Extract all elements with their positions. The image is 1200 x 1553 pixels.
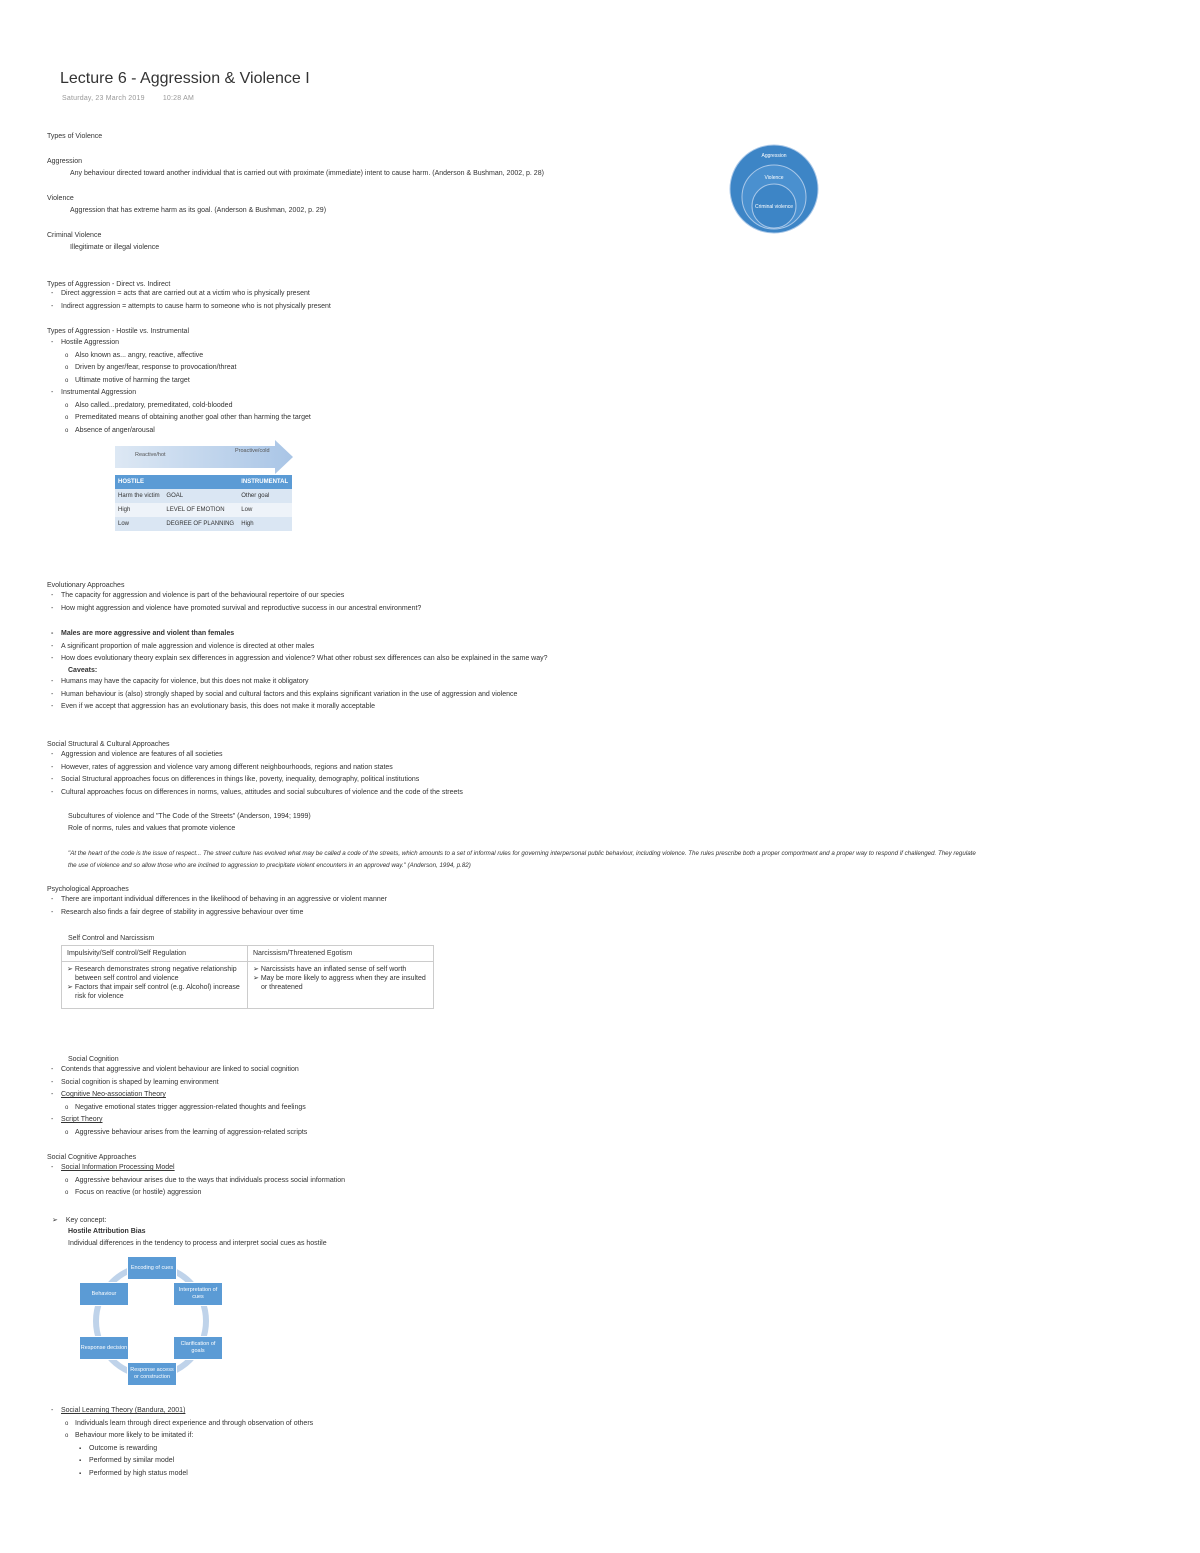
self-control-table-title: Self Control and Narcissism bbox=[68, 935, 155, 942]
hostile-attribution-bias-definition: Individual differences in the tendency to process and interpret social cues as hostile bbox=[68, 1240, 327, 1247]
date-text: Saturday, 23 March 2019 bbox=[62, 95, 145, 102]
continuum-left-label: Reactive/hot bbox=[135, 452, 166, 458]
cycle-step-behaviour: Behaviour bbox=[79, 1282, 129, 1306]
norms-line: Role of norms, rules and values that promote violence bbox=[68, 825, 236, 832]
table-bullet: ➢ May be more likely to aggress when they are insulted or threatened bbox=[253, 975, 426, 991]
table-cell: Low bbox=[115, 517, 163, 531]
caveats-list bbox=[47, 676, 517, 714]
neo-association-item: - Cognitive Neo-association Theory bbox=[47, 1089, 307, 1102]
list-item: ▪ Performed by similar model bbox=[47, 1455, 313, 1468]
list-item: o Premeditated means of obtaining another goal other than harming the target bbox=[47, 412, 311, 425]
table-header-cell: Narcissism/Threatened Egotism bbox=[248, 946, 434, 962]
list-item: o Also known as... angry, reactive, affective bbox=[47, 350, 311, 363]
social-structural-list bbox=[47, 749, 463, 799]
list-item: ▪ Performed by high status model bbox=[47, 1468, 313, 1481]
cycle-step-response-access: Response access or construction bbox=[127, 1362, 177, 1386]
list-item: o Behaviour more likely to be imitated if: bbox=[47, 1430, 313, 1443]
page-title: Lecture 6 - Aggression & Violence I bbox=[60, 70, 310, 87]
list-item: o Absence of anger/arousal bbox=[47, 425, 311, 438]
anderson-quote-line2: the use of violence and so allow those who are inclined to aggression to precipitate violent encounters in an approved way." (Anderson, 1994, p.82) bbox=[68, 862, 471, 869]
middle-circle-label: Violence bbox=[764, 175, 784, 181]
table-header-cell: INSTRUMENTAL bbox=[238, 475, 292, 489]
list-item: - However, rates of aggression and violence vary among different neighbourhoods, regions and nation states bbox=[47, 762, 463, 775]
hostile-heading: Types of Aggression - Hostile vs. Instrumental bbox=[47, 328, 190, 335]
social-learning-item: - Social Learning Theory (Bandura, 2001) bbox=[47, 1405, 313, 1418]
psychological-heading: Psychological Approaches bbox=[47, 886, 129, 893]
time-text: 10:28 AM bbox=[162, 95, 195, 102]
cycle-step-clarification: Clarification of goals bbox=[173, 1336, 223, 1360]
table-bullet-text: Research demonstrates strong negative relationship between self control and violence bbox=[74, 966, 237, 982]
types-heading: Types of Violence bbox=[47, 133, 103, 140]
table-header-cell: HOSTILE bbox=[115, 475, 163, 489]
table-cell: Other goal bbox=[238, 489, 292, 503]
social-structural-heading: Social Structural & Cultural Approaches bbox=[47, 741, 170, 748]
cycle-step-response-decision: Response decision bbox=[79, 1336, 129, 1360]
table-bullet: ➢ Narcissists have an inflated sense of self worth bbox=[253, 966, 407, 973]
criminal-label: Criminal Violence bbox=[47, 232, 102, 239]
social-cognition-list bbox=[47, 1064, 307, 1139]
list-item: - The capacity for aggression and violence is part of the behavioural repertoire of our species bbox=[47, 590, 421, 603]
table-cell: LEVEL OF EMOTION bbox=[163, 503, 238, 517]
table-cell: High bbox=[238, 517, 292, 531]
hostile-list bbox=[47, 337, 311, 437]
sip-model-item: - Social Information Processing Model bbox=[47, 1162, 345, 1175]
list-item: o Aggressive behaviour arises due to the ways that individuals process social information bbox=[47, 1175, 345, 1188]
list-item: - There are important individual differences in the likelihood of behaving in an aggressive or violent manner bbox=[47, 894, 387, 907]
list-item: - Even if we accept that aggression has an evolutionary basis, this does not make it morally acceptable bbox=[47, 701, 517, 714]
social-learning-list bbox=[47, 1405, 313, 1480]
key-concept-line: ➢ Key concept: bbox=[52, 1217, 107, 1224]
criminal-definition: Illegitimate or illegal violence bbox=[70, 244, 160, 251]
table-header-row bbox=[62, 946, 434, 962]
list-item: o Negative emotional states trigger aggression-related thoughts and feelings bbox=[47, 1102, 307, 1115]
instrumental-aggression-item: - Instrumental Aggression bbox=[47, 387, 311, 400]
direct-heading: Types of Aggression - Direct vs. Indirect bbox=[47, 281, 171, 288]
table-cell: Harm the victim bbox=[115, 489, 163, 503]
list-item: - Direct aggression = acts that are carried out at a victim who is physically present bbox=[47, 288, 331, 301]
caveats-label: Caveats: bbox=[68, 667, 98, 674]
aggression-definition: Any behaviour directed toward another individual that is carried out with proximate (immediate) intent to cause harm. (Anderson & Bushman, 2002, p. 28) bbox=[70, 170, 544, 177]
table-cell: GOAL bbox=[163, 489, 238, 503]
continuum-right-label: Proactive/cold bbox=[235, 448, 270, 454]
list-item: - Humans may have the capacity for violence, but this does not make it obligatory bbox=[47, 676, 517, 689]
table-bullet-text: May be more likely to aggress when they are insulted or threatened bbox=[260, 975, 426, 991]
hostile-instrumental-table bbox=[115, 475, 292, 531]
table-bullet-text: Factors that impair self control (e.g. Alcohol) increase risk for violence bbox=[74, 984, 240, 1000]
table-row bbox=[115, 517, 292, 531]
table-cell bbox=[248, 962, 434, 1009]
list-item: o Driven by anger/fear, response to provocation/threat bbox=[47, 362, 311, 375]
table-header-cell bbox=[163, 475, 238, 489]
list-item: - Contends that aggressive and violent behaviour are linked to social cognition bbox=[47, 1064, 307, 1077]
list-item: o Focus on reactive (or hostile) aggression bbox=[47, 1187, 345, 1200]
list-item: - Human behaviour is (also) strongly shaped by social and cultural factors and this explains significant variation in the use of aggression and violence bbox=[47, 689, 517, 702]
key-concept-label: Key concept: bbox=[65, 1217, 107, 1224]
hostile-aggression-item: - Hostile Aggression bbox=[47, 337, 311, 350]
evolutionary-list-2 bbox=[47, 628, 548, 666]
list-item: - How does evolutionary theory explain sex differences in aggression and violence? What other robust sex differences can also be explained in the same way? bbox=[47, 653, 548, 666]
page-date bbox=[62, 95, 194, 102]
list-item: o Ultimate motive of harming the target bbox=[47, 375, 311, 388]
list-item: ▪ Outcome is rewarding bbox=[47, 1443, 313, 1456]
script-theory-item: - Script Theory bbox=[47, 1114, 307, 1127]
list-item: - Cultural approaches focus on differences in norms, values, attitudes and social subcultures of violence and the code of the streets bbox=[47, 787, 463, 800]
list-item: - How might aggression and violence have promoted survival and reproductive success in our ancestral environment? bbox=[47, 603, 421, 616]
table-bullet: ➢ Research demonstrates strong negative relationship between self control and violence bbox=[67, 966, 237, 982]
subcultures-line: Subcultures of violence and "The Code of the Streets" (Anderson, 1994; 1999) bbox=[68, 813, 311, 820]
violence-definition: Aggression that has extreme harm as its goal. (Anderson & Bushman, 2002, p. 29) bbox=[70, 207, 327, 214]
psychological-list bbox=[47, 894, 387, 919]
hostile-attribution-bias-label: Hostile Attribution Bias bbox=[68, 1228, 146, 1235]
table-cell bbox=[62, 962, 248, 1009]
table-cell: Low bbox=[238, 503, 292, 517]
list-item: - Research also finds a fair degree of stability in aggressive behaviour over time bbox=[47, 907, 387, 920]
list-item: o Also called...predatory, premeditated, cold-blooded bbox=[47, 400, 311, 413]
violence-label: Violence bbox=[47, 195, 74, 202]
cycle-step-interpretation: Interpretation of cues bbox=[173, 1282, 223, 1306]
table-header-row bbox=[115, 475, 292, 489]
cycle-step-encoding: Encoding of cues bbox=[127, 1256, 177, 1280]
social-cognitive-heading: Social Cognitive Approaches bbox=[47, 1154, 137, 1161]
table-header-cell: Impulsivity/Self control/Self Regulation bbox=[62, 946, 248, 962]
aggression-label: Aggression bbox=[47, 158, 83, 165]
list-item: o Individuals learn through direct experience and through observation of others bbox=[47, 1418, 313, 1431]
table-cell: High bbox=[115, 503, 163, 517]
table-cell: DEGREE OF PLANNING bbox=[163, 517, 238, 531]
table-row bbox=[115, 503, 292, 517]
social-cognition-heading: Social Cognition bbox=[68, 1056, 119, 1063]
list-item: - Aggression and violence are features of all societies bbox=[47, 749, 463, 762]
social-cognitive-list bbox=[47, 1162, 345, 1200]
direct-list bbox=[47, 288, 331, 313]
list-item: - A significant proportion of male aggression and violence is directed at other males bbox=[47, 641, 548, 654]
evolutionary-heading: Evolutionary Approaches bbox=[47, 582, 125, 589]
list-item: - Indirect aggression = attempts to cause harm to someone who is not physically present bbox=[47, 301, 331, 314]
list-item: - Social cognition is shaped by learning environment bbox=[47, 1077, 307, 1090]
list-item: o Aggressive behaviour arises from the learning of aggression-related scripts bbox=[47, 1127, 307, 1140]
table-row bbox=[115, 489, 292, 503]
outer-circle-label: Aggression bbox=[761, 153, 787, 159]
table-row bbox=[62, 962, 434, 1009]
table-bullet-text: Narcissists have an inflated sense of self worth bbox=[260, 966, 407, 973]
inner-circle-label: Criminal violence bbox=[754, 204, 794, 210]
list-item-bold: - Males are more aggressive and violent than females bbox=[47, 628, 548, 641]
anderson-quote-line1: "At the heart of the code is the issue of respect... The street culture has evolved what may be called a code of the streets, which amounts to a set of informal rules for governing interpersonal public behaviour, including violence. The rules prescribe both a proper comportment and a proper way to respond if challenged. They regulate bbox=[68, 850, 976, 857]
self-control-table bbox=[61, 945, 434, 1009]
table-bullet: ➢ Factors that impair self control (e.g. Alcohol) increase risk for violence bbox=[67, 984, 240, 1000]
list-item: - Social Structural approaches focus on differences in things like, poverty, inequality, demography, political institutions bbox=[47, 774, 463, 787]
evolutionary-list bbox=[47, 590, 421, 615]
